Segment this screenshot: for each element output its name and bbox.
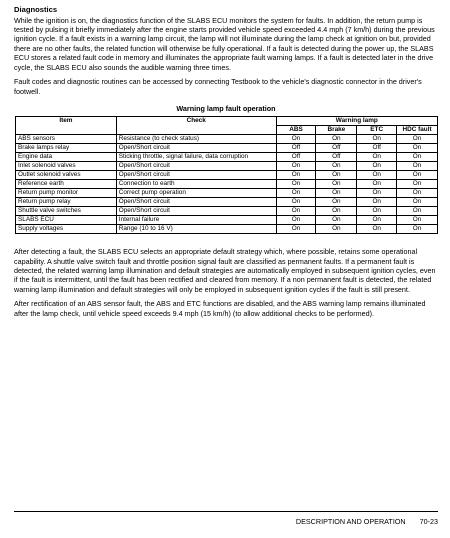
cell-item: Reference earth — [16, 180, 117, 189]
cell-check: Range (10 to 16 V) — [116, 225, 276, 234]
cell-etc: Off — [357, 144, 397, 153]
header-check: Check — [116, 117, 276, 135]
cell-item: Return pump relay — [16, 198, 117, 207]
header-hdc-fault: HDC fault — [397, 126, 438, 135]
cell-abs: On — [276, 207, 316, 216]
cell-etc: On — [357, 171, 397, 180]
warning-lamp-table — [15, 116, 438, 234]
cell-etc: On — [357, 216, 397, 225]
cell-item: Return pump monitor — [16, 189, 117, 198]
table-row — [16, 162, 438, 171]
cell-check: Correct pump operation — [116, 189, 276, 198]
cell-item: SLABS ECU — [16, 216, 117, 225]
footer-section: DESCRIPTION AND OPERATION — [295, 517, 406, 526]
cell-brake: On — [316, 198, 357, 207]
cell-brake: On — [316, 216, 357, 225]
cell-hdc-fault: On — [397, 162, 438, 171]
cell-check: Sticking throttle, signal failure, data corruption — [116, 153, 276, 162]
cell-item: Shuttle valve switches — [16, 207, 117, 216]
cell-brake: On — [316, 207, 357, 216]
cell-item: Brake lamps relay — [16, 144, 117, 153]
paragraph-diagnostics: While the ignition is on, the diagnostics function of the SLABS ECU monitors the system for faults. In addition, the return pump is tested by pulsing it briefly immediately after the engine starts provided vehicle speed exceeded 4.4 mph (7 km/h) during the previous ignition cycle. If a fault exists in a warning lamp circuit, the lamp will not illuminate during the lamp check at ignition on but, provided there are no other faults, the related function will otherwise be fully operational. If a fault is detected during the power up, the SLABS ECU stores a related fault code in memory and illuminates the appropriate fault warning lamps. If a fault is detected later in the drive cycle, the SLABS ECU also sounds the audible warning three times. — [14, 15, 435, 72]
cell-abs: On — [276, 216, 316, 225]
cell-abs: On — [276, 189, 316, 198]
table-row — [16, 225, 438, 234]
table-row — [16, 144, 438, 153]
cell-item: Outlet solenoid valves — [16, 171, 117, 180]
header-brake: Brake — [316, 126, 357, 135]
cell-hdc-fault: On — [397, 225, 438, 234]
cell-brake: On — [316, 180, 357, 189]
cell-hdc-fault: On — [397, 189, 438, 198]
cell-hdc-fault: On — [397, 198, 438, 207]
paragraph-fault-codes: Fault codes and diagnostic routines can be accessed by connecting Testbook to the vehicle's diagnostic connector in the driver's footwell. — [14, 77, 422, 96]
section-heading: Diagnostics — [14, 5, 58, 14]
cell-item: Engine data — [16, 153, 117, 162]
table-header-row — [16, 117, 438, 126]
cell-check: Connection to earth — [116, 180, 276, 189]
document-page — [14, 5, 438, 323]
header-abs: ABS — [276, 126, 316, 135]
header-etc: ETC — [357, 126, 397, 135]
cell-hdc-fault: On — [397, 180, 438, 189]
cell-abs: Off — [276, 153, 316, 162]
table-title: Warning lamp fault operation — [176, 104, 276, 114]
cell-etc: On — [357, 180, 397, 189]
table-row — [16, 171, 438, 180]
cell-brake: On — [316, 162, 357, 171]
table-row — [16, 216, 438, 225]
cell-check: Open/Short circuit — [116, 207, 276, 216]
cell-etc: On — [357, 207, 397, 216]
paragraph-abs-rectification: After rectification of an ABS sensor fault, the ABS and ETC functions are disabled, and the ABS warning lamp remains illuminated after the lamp check, until vehicle speed exceeds 9.4 mph (15 km/h) (to allow additional checks to be performed). — [14, 299, 426, 318]
table-row — [16, 189, 438, 198]
cell-brake: On — [316, 135, 357, 144]
cell-hdc-fault: On — [397, 144, 438, 153]
table-row — [16, 198, 438, 207]
table-row — [16, 180, 438, 189]
cell-abs: On — [276, 171, 316, 180]
cell-abs: On — [276, 180, 316, 189]
cell-etc: On — [357, 189, 397, 198]
cell-etc: On — [357, 153, 397, 162]
cell-item: ABS sensors — [16, 135, 117, 144]
cell-brake: On — [316, 171, 357, 180]
cell-etc: On — [357, 162, 397, 171]
page-footer — [14, 511, 438, 526]
cell-etc: On — [357, 198, 397, 207]
cell-hdc-fault: On — [397, 207, 438, 216]
cell-item: Supply voltages — [16, 225, 117, 234]
header-item: Item — [16, 117, 117, 135]
cell-check: Internal failure — [116, 216, 276, 225]
cell-check: Open/Short circuit — [116, 171, 276, 180]
cell-brake: Off — [316, 153, 357, 162]
cell-check: Open/Short circuit — [116, 198, 276, 207]
cell-hdc-fault: On — [397, 153, 438, 162]
cell-etc: On — [357, 135, 397, 144]
cell-hdc-fault: On — [397, 135, 438, 144]
cell-brake: On — [316, 225, 357, 234]
cell-check: Open/Short circuit — [116, 144, 276, 153]
cell-check: Resistance (to check status) — [116, 135, 276, 144]
table-row — [16, 135, 438, 144]
cell-abs: On — [276, 225, 316, 234]
cell-brake: On — [316, 189, 357, 198]
cell-abs: On — [276, 162, 316, 171]
cell-etc: On — [357, 225, 397, 234]
header-warning-lamp: Warning lamp — [276, 117, 437, 126]
cell-hdc-fault: On — [397, 171, 438, 180]
footer-text — [296, 517, 438, 526]
paragraph-default-strategy: After detecting a fault, the SLABS ECU selects an appropriate default strategy which, where possible, retains some operational capability. A shuttle valve switch fault and throttle position signal fault are classified as permanent faults. If a permanent fault is detected, the related warning lamp illumination and default strategies are automatically employed in subsequent ignition cycles, even if the fault is intermittent, until the fault has been rectified and cleared from memory. If a non permanent fault is detected, the related warning lamp illumination and default strategies will only be employed in subsequent ignition cycles if the fault is still present. — [14, 247, 436, 294]
cell-abs: On — [276, 198, 316, 207]
footer-page-number: 70-23 — [419, 517, 438, 526]
table-row — [16, 207, 438, 216]
cell-abs: On — [276, 135, 316, 144]
cell-abs: Off — [276, 144, 316, 153]
cell-item: Inlet solenoid valves — [16, 162, 117, 171]
cell-brake: Off — [316, 144, 357, 153]
cell-check: Open/Short circuit — [116, 162, 276, 171]
table-row — [16, 153, 438, 162]
cell-hdc-fault: On — [397, 216, 438, 225]
